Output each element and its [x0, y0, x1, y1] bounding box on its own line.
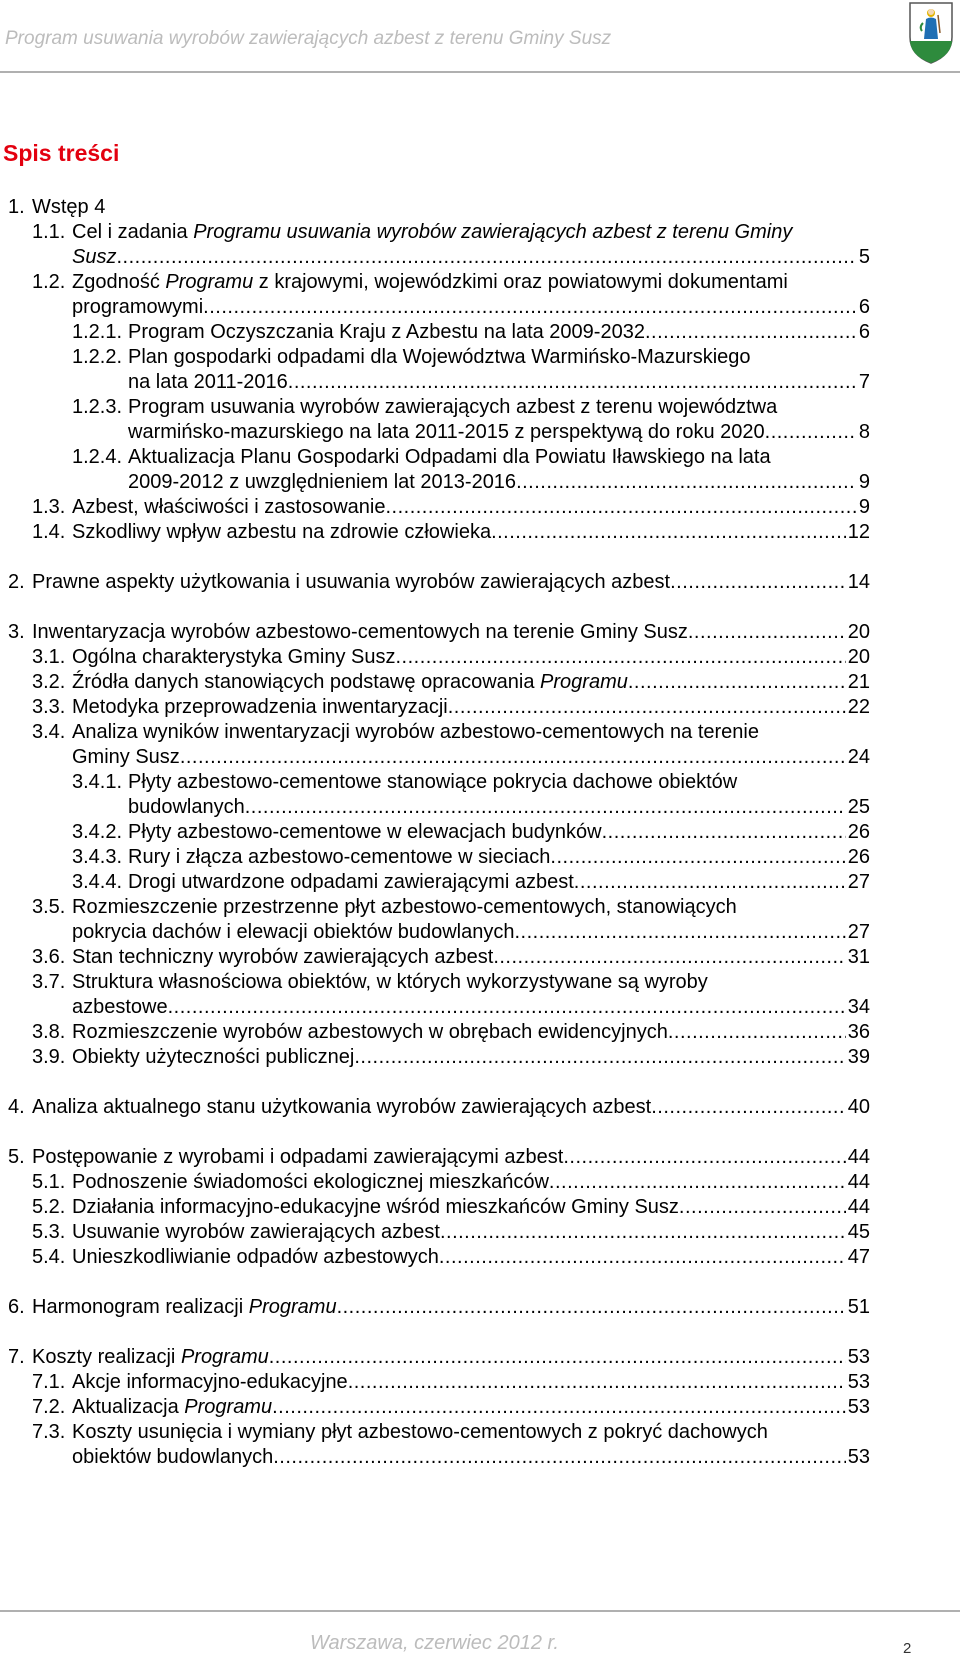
toc-entry-1-2-3-number: 1.2.3. [72, 396, 123, 418]
toc-entry-7-2-number: 7.2. [32, 1396, 66, 1418]
toc-entry-1-2-number: 1.2. [32, 271, 66, 293]
toc-entry-1-2-4-text[interactable]: Aktualizacja Planu Gospodarki Odpadami dla Powiatu Iławskiego na lata [128, 446, 771, 468]
header-divider [0, 71, 960, 73]
toc-entry-3-6-line[interactable]: Stan techniczny wyrobów zawierających azbest ..... 31 [72, 944, 870, 970]
page-header [0, 0, 960, 74]
toc-entry-4-number: 4. [8, 1096, 25, 1118]
toc-entry-1-1-text[interactable]: Cel i zadania Programu usuwania wyrobów zawierających azbest z terenu Gminy [72, 221, 793, 243]
toc-entry-3-4-number: 3.4. [32, 721, 66, 743]
toc-entry-5-3-line[interactable]: Usuwanie wyrobów zawierających azbest ..... 45 [72, 1219, 870, 1245]
footer-divider [0, 1610, 960, 1612]
toc-entry-3-4-line[interactable]: Gminy Susz ..... 24 [72, 744, 870, 770]
toc-entry-3-4-3-line[interactable]: Rury i złącza azbestowo-cementowe w sieciach ..... 26 [128, 844, 870, 870]
page-number: 2 [903, 1640, 912, 1657]
toc-entry-3-4-2-number: 3.4.2. [72, 821, 123, 843]
toc-entry-1-2-4-number: 1.2.4. [72, 446, 123, 468]
toc-entry-3-4-1-line[interactable]: budowlanych ..... 25 [128, 794, 870, 820]
toc-entry-3-line[interactable]: Inwentaryzacja wyrobów azbestowo-cementowych na terenie Gminy Susz ..... 20 [32, 619, 870, 645]
toc-entry-3-4-1-number: 3.4.1. [72, 771, 123, 793]
toc-entry-1-3-number: 1.3. [32, 496, 66, 518]
toc-entry-3-1-number: 3.1. [32, 646, 66, 668]
toc-entry-4-line[interactable]: Analiza aktualnego stanu użytkowania wyrobów zawierających azbest ..... 40 [32, 1094, 870, 1120]
toc-entry-7-3-number: 7.3. [32, 1421, 66, 1443]
toc-entry-3-2-number: 3.2. [32, 671, 66, 693]
toc-entry-7-number: 7. [8, 1346, 25, 1368]
toc-entry-3-2-line[interactable]: Źródła danych stanowiących podstawę opracowania Programu ..... 21 [72, 669, 870, 695]
toc-entry-3-8-number: 3.8. [32, 1021, 66, 1043]
coat-of-arms-icon [907, 1, 955, 65]
toc-entry-7-3-line[interactable]: obiektów budowlanych ..... 53 [72, 1444, 870, 1470]
toc-entry-3-4-3-number: 3.4.3. [72, 846, 123, 868]
toc-entry-1-2-3-text[interactable]: Program usuwania wyrobów zawierających azbest z terenu województwa [128, 396, 778, 418]
toc-entry-5-line[interactable]: Postępowanie z wyrobami i odpadami zawierającymi azbest ..... 44 [32, 1144, 870, 1170]
toc-entry-7-3-text[interactable]: Koszty usunięcia i wymiany płyt azbestowo-cementowych z pokryć dachowych [72, 1421, 768, 1443]
footer-place-date: Warszawa, czerwiec 2012 r. [310, 1632, 559, 1654]
toc-entry-3-1-line[interactable]: Ogólna charakterystyka Gminy Susz ..... 20 [72, 644, 870, 670]
toc-entry-1-2-1-line[interactable]: Program Oczyszczania Kraju z Azbestu na lata 2009-2032 ..... 6 [128, 319, 870, 345]
toc-entry-3-5-line[interactable]: pokrycia dachów i elewacji obiektów budowlanych ..... 27 [72, 919, 870, 945]
toc-entry-3-6-number: 3.6. [32, 946, 66, 968]
toc-entry-5-4-number: 5.4. [32, 1246, 66, 1268]
toc-entry-3-3-line[interactable]: Metodyka przeprowadzenia inwentaryzacji ..... 22 [72, 694, 870, 720]
toc-entry-3-9-line[interactable]: Obiekty użyteczności publicznej ..... 39 [72, 1044, 870, 1070]
toc-entry-1-4-number: 1.4. [32, 521, 66, 543]
toc-entry-3-4-text[interactable]: Analiza wyników inwentaryzacji wyrobów azbestowo-cementowych na terenie [72, 721, 759, 743]
toc-entry-3-4-2-line[interactable]: Płyty azbestowo-cementowe w elewacjach budynków ..... 26 [128, 819, 870, 845]
toc-entry-1-4-line[interactable]: Szkodliwy wpływ azbestu na zdrowie człowieka ..... 12 [72, 519, 870, 545]
toc-entry-1-2-2-number: 1.2.2. [72, 346, 123, 368]
toc-entry-3-7-line[interactable]: azbestowe ..... 34 [72, 994, 870, 1020]
toc-entry-3-9-number: 3.9. [32, 1046, 66, 1068]
toc-entry-2-number: 2. [8, 571, 25, 593]
toc-entry-1-3-line[interactable]: Azbest, właściwości i zastosowanie ..... 9 [72, 494, 870, 520]
toc-entry-1-2-text[interactable]: Zgodność Programu z krajowymi, wojewódzkimi oraz powiatowymi dokumentami [72, 271, 788, 293]
toc-entry-7-1-number: 7.1. [32, 1371, 66, 1393]
toc-entry-7-2-line[interactable]: Aktualizacja Programu ..... 53 [72, 1394, 870, 1420]
toc-entry-1-1-line[interactable]: Susz ..... 5 [72, 244, 870, 270]
toc-entry-5-number: 5. [8, 1146, 25, 1168]
toc-entry-7-1-line[interactable]: Akcje informacyjno-edukacyjne ..... 53 [72, 1369, 870, 1395]
toc-entry-1-text[interactable]: Wstęp 4 [32, 196, 106, 218]
toc-entry-3-number: 3. [8, 621, 25, 643]
toc-entry-3-8-line[interactable]: Rozmieszczenie wyrobów azbestowych w obrębach ewidencyjnych ..... 36 [72, 1019, 870, 1045]
toc-entry-1-2-3-line[interactable]: warmińsko-mazurskiego na lata 2011-2015 z perspektywą do roku 2020 ..... 8 [128, 419, 870, 445]
toc-entry-3-5-number: 3.5. [32, 896, 66, 918]
toc-entry-5-4-line[interactable]: Unieszkodliwianie odpadów azbestowych ..... 47 [72, 1244, 870, 1270]
toc-heading: Spis treści [3, 140, 120, 166]
toc-entry-5-2-line[interactable]: Działania informacyjno-edukacyjne wśród mieszkańców Gminy Susz ..... 44 [72, 1194, 870, 1220]
header-title: Program usuwania wyrobów zawierających azbest z terenu Gminy Susz [5, 28, 612, 49]
toc-entry-3-4-1-text[interactable]: Płyty azbestowo-cementowe stanowiące pokrycia dachowe obiektów [128, 771, 738, 793]
toc-entry-3-4-4-number: 3.4.4. [72, 871, 123, 893]
toc-entry-3-7-text[interactable]: Struktura własnościowa obiektów, w których wykorzystywane są wyroby [72, 971, 708, 993]
toc-entry-1-1-number: 1.1. [32, 221, 66, 243]
toc-entry-3-4-4-line[interactable]: Drogi utwardzone odpadami zawierającymi azbest ..... 27 [128, 869, 870, 895]
toc-entry-6-line[interactable]: Harmonogram realizacji Programu ..... 51 [32, 1294, 870, 1320]
toc-entry-5-1-line[interactable]: Podnoszenie świadomości ekologicznej mieszkańców ..... 44 [72, 1169, 870, 1195]
toc-entry-1-2-4-line[interactable]: 2009-2012 z uwzględnieniem lat 2013-2016 ..... 9 [128, 469, 870, 495]
toc-entry-1-2-1-number: 1.2.1. [72, 321, 123, 343]
toc-entry-5-3-number: 5.3. [32, 1221, 66, 1243]
toc-entry-6-number: 6. [8, 1296, 25, 1318]
toc-entry-3-5-text[interactable]: Rozmieszczenie przestrzenne płyt azbestowo-cementowych, stanowiących [72, 896, 737, 918]
toc-entry-3-3-number: 3.3. [32, 696, 66, 718]
toc-entry-1-2-2-text[interactable]: Plan gospodarki odpadami dla Województwa Warmińsko-Mazurskiego [128, 346, 751, 368]
toc-entry-1-number: 1. [8, 196, 25, 218]
toc-entry-2-line[interactable]: Prawne aspekty użytkowania i usuwania wyrobów zawierających azbest ..... 14 [32, 569, 870, 595]
toc-entry-7-line[interactable]: Koszty realizacji Programu ..... 53 [32, 1344, 870, 1370]
toc-entry-3-7-number: 3.7. [32, 971, 66, 993]
toc-entry-5-2-number: 5.2. [32, 1196, 66, 1218]
toc-entry-1-2-line[interactable]: programowymi ..... 6 [72, 294, 870, 320]
toc-entry-5-1-number: 5.1. [32, 1171, 66, 1193]
toc-entry-1-2-2-line[interactable]: na lata 2011-2016 ..... 7 [128, 369, 870, 395]
